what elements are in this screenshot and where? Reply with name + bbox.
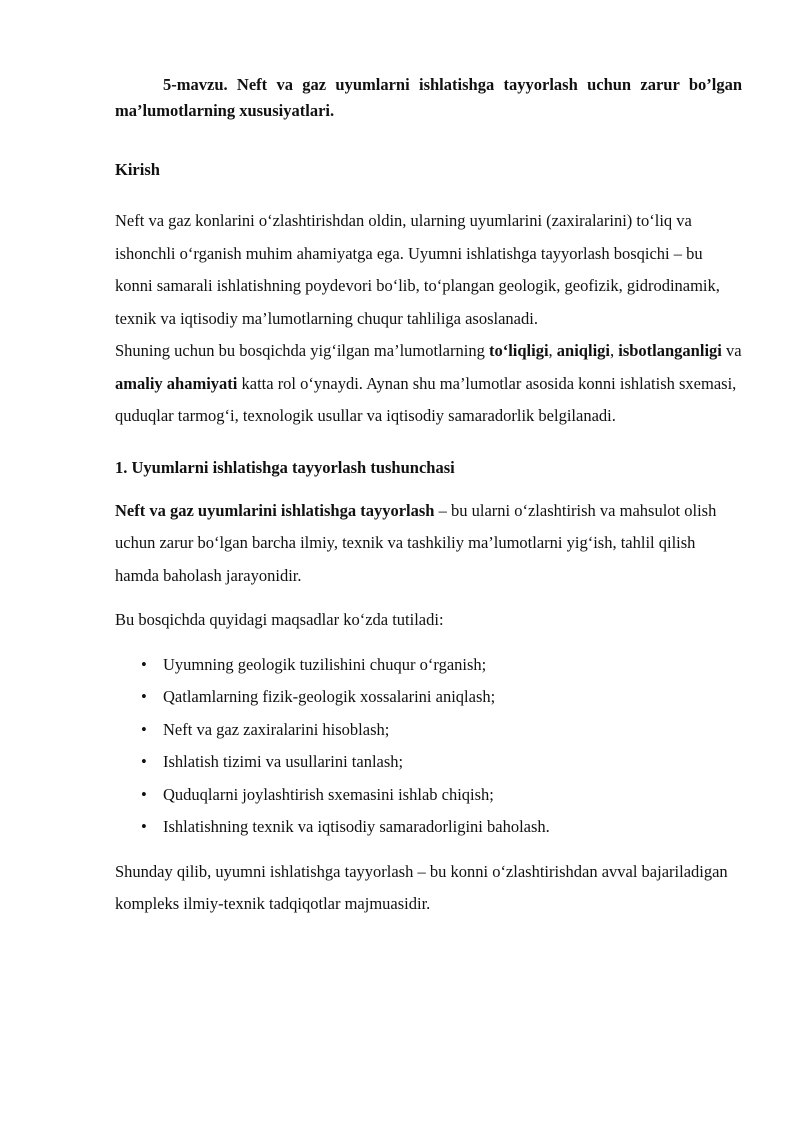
- list-item: [115, 746, 742, 779]
- bold-term-completeness: to‘liqligi: [488, 341, 549, 360]
- text-run: Shuning uchun bu bosqichda yig‘ilgan ma’lumotlarning: [115, 341, 489, 360]
- intro-heading: Kirish: [115, 160, 160, 179]
- goals-list: [115, 649, 742, 844]
- list-item-text: Quduqlarni joylashtirish sxemasini ishlab chiqish;: [163, 784, 494, 804]
- goals-intro: Bu bosqichda quyidagi maqsadlar ko‘zda tutiladi:: [115, 610, 444, 629]
- intro-paragraph-1: Neft va gaz konlarini o‘zlashtirishdan oldin, ularning uyumlarini (zaxiralarini) to‘liq va ishonchli o‘rganish muhim ahamiyatga ega. Uyumni ishlatishga tayyorlash bosqichi – bu konni samarali ishlatishning poydevori bo‘lib, to‘plangan geologik, geofizik, gidrodinamik, texnik va iqtisodiy ma’lumotlarning chuqur tahliliga asoslanadi.: [115, 211, 720, 328]
- section-1-heading: 1. Uyumlarni ishlatishga tayyorlash tushunchasi: [115, 457, 455, 477]
- bold-term-practical-significance: amaliy ahamiyati: [115, 373, 238, 393]
- conclusion-paragraph: Shunday qilib, uyumni ishlatishga tayyorlash – bu konni o‘zlashtirishdan avval bajariladigan kompleks ilmiy-texnik tadqiqotlar majmuasidir.: [115, 861, 728, 913]
- bullet-icon: •: [141, 719, 147, 739]
- document-title: 5-mavzu. Neft va gaz uyumlarni ishlatishga tayyorlash uchun zarur bo’lgan ma’lumotlarning xususiyatlari.: [115, 75, 742, 120]
- text-run: ,: [548, 341, 557, 360]
- list-item-text: Ishlatishning texnik va iqtisodiy samaradorligini baholash.: [163, 817, 550, 836]
- bold-term-accuracy: aniqligi: [556, 341, 610, 360]
- definition-paragraph: [115, 495, 742, 593]
- list-item: [115, 714, 742, 747]
- bullet-icon: •: [141, 817, 147, 836]
- list-item: [115, 811, 742, 844]
- bullet-icon: •: [141, 752, 147, 771]
- list-item-text: Qatlamlarning fizik-geologik xossalarini aniqlash;: [163, 687, 496, 706]
- text-run: ,: [610, 341, 619, 360]
- list-item-text: Ishlatish tizimi va usullarini tanlash;: [163, 752, 404, 771]
- list-item: [115, 779, 742, 812]
- intro-paragraph-2: [115, 335, 742, 433]
- list-item-text: Neft va gaz zaxiralarini hisoblash;: [163, 719, 390, 739]
- bullet-icon: •: [141, 784, 147, 804]
- text-run: va: [721, 341, 742, 360]
- list-item: [115, 649, 742, 682]
- list-item-text: Uyumning geologik tuzilishini chuqur o‘rganish;: [163, 654, 487, 674]
- bullet-icon: •: [141, 654, 147, 674]
- text-run: katta rol o‘ynaydi. Aynan shu ma’lumotlar asosida konni ishlatish sxemasi, quduqlar tarmog‘i, texnologik usullar va iqtisodiy samaradorlik belgilanadi.: [115, 373, 737, 425]
- list-item: [115, 681, 742, 714]
- bold-term-provenness: isbotlanganligi: [618, 341, 722, 360]
- document-page: [115, 72, 742, 921]
- bullet-icon: •: [141, 687, 147, 706]
- definition-text: – bu ularni o‘zlashtirish va mahsulot olish uchun zarur bo‘lgan barcha ilmiy, texnik va tashkiliy ma’lumotlarni yig‘ish, tahlil qilish hamda baholash jarayonidir.: [115, 500, 717, 585]
- definition-term: Neft va gaz uyumlarini ishlatishga tayyorlash: [115, 500, 435, 520]
